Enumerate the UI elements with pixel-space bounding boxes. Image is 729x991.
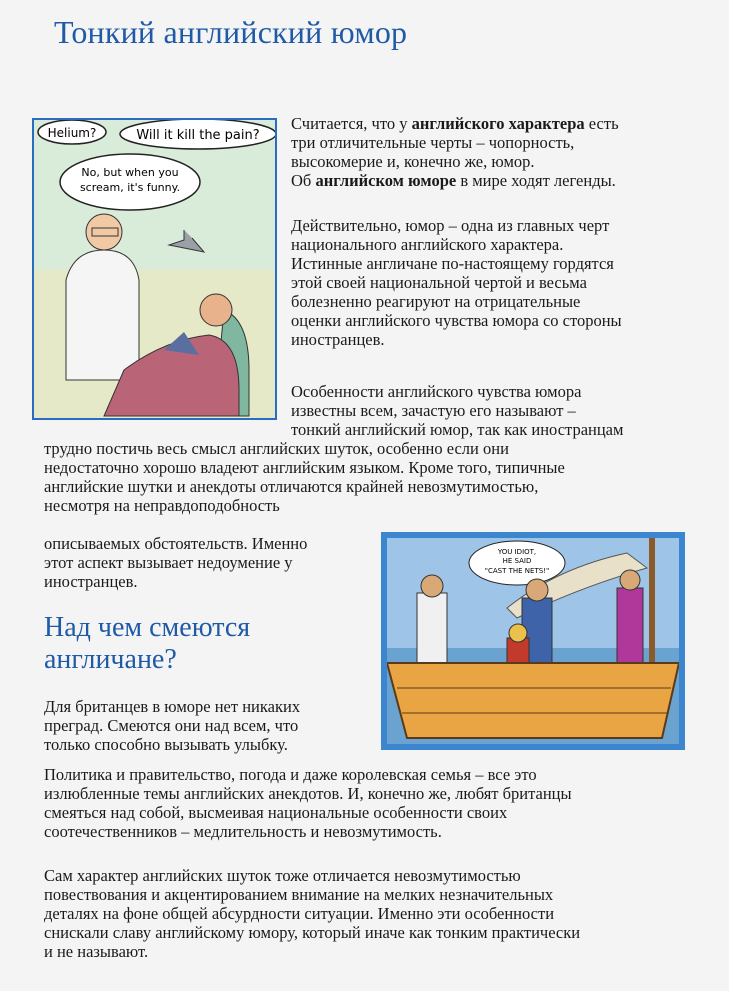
paragraph-features-right: Особенности английского чувства юмора известны всем, зачастую его называют – тонкий английский юмор, так как иностранцам	[291, 382, 624, 439]
bubble-idiot-3: "CAST THE NETS!"	[484, 567, 550, 575]
bubble-answer-1: No, but when you	[81, 166, 179, 179]
paragraph-british-left: Для британцев в юморе нет никаких преград. Смеются они над всем, что только способно вызывать улыбку.	[44, 697, 301, 754]
bubble-answer-2: scream, it's funny.	[79, 181, 181, 194]
section-heading: Над чем смеются англичане?	[44, 612, 251, 675]
boat-cartoon	[381, 532, 685, 750]
paragraph-intro: Считается, что у английского характера есть три отличительные черты – чопорность, высокомерие и, конечно же, юмор. Об английском юморе в мире ходят легенды.	[291, 114, 619, 190]
dentist-cartoon	[32, 118, 277, 420]
page-title: Тонкий английский юмор	[54, 14, 408, 50]
paragraph-humor-trait: Действительно, юмор – одна из главных черт национального английского характера. Истинные англичане по-настоящему гордятся этой своей национальной чертой и весьма болезненно реагируют на отрицательные оценки английского чувства юмора со стороны иностранцев.	[291, 216, 622, 349]
bubble-helium: Helium?	[47, 126, 97, 140]
bubble-pain: Will it kill the pain?	[136, 128, 260, 143]
paragraph-features-left: описываемых обстоятельств. Именно этот аспект вызывает недоумение у иностранцев.	[44, 534, 308, 591]
bubble-idiot-1: YOU IDIOT,	[497, 548, 537, 556]
paragraph-features-full: трудно постичь весь смысл английских шуток, особенно если они недостаточно хорошо владеют английским языком. Кроме того, типичные английские шутки и анекдоты отличаются крайней невозмутимостью, несмотря на неправдоподобность	[44, 439, 565, 515]
paragraph-british-full: Политика и правительство, погода и даже королевская семья – все это излюбленные темы английских анекдотов. И, конечно же, любят британцы смеяться над собой, высмеивая национальные особенности своих соотечественников – медлительность и невозмутимость.	[44, 765, 572, 841]
paragraph-character: Сам характер английских шуток тоже отличается невозмутимостью повествования и акцентированием внимание на мелких незначительных деталях на фоне общей абсурдности ситуации. Именно эти особенности снискали славу английскому юмору, который иначе как тонким практически и не называют.	[44, 866, 581, 961]
bubble-idiot-2: HE SAID	[502, 557, 532, 565]
